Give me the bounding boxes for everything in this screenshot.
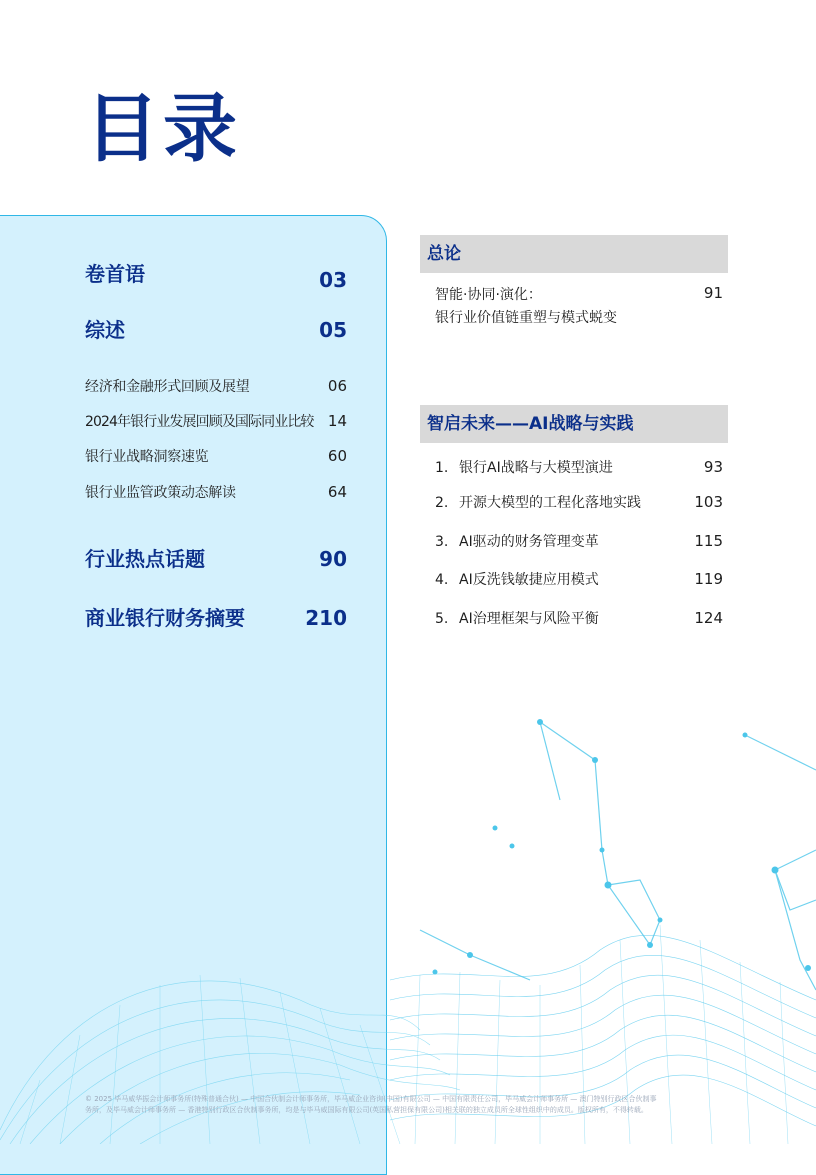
toc-entry[interactable] [85, 376, 347, 396]
toc-entry-preface[interactable] [85, 258, 347, 292]
toc-entry-index: 3. [435, 534, 449, 550]
toc-entry[interactable] [435, 608, 723, 628]
toc-entry-label: 银行AI战略与大模型演进 [459, 460, 613, 476]
toc-entry[interactable] [435, 531, 723, 551]
toc-entry-label: 卷首语 [85, 262, 145, 286]
toc-entry-label: AI治理框架与风险平衡 [459, 611, 599, 627]
toc-entry-page: 90 [319, 547, 347, 571]
toc-entry-hot-topics[interactable] [85, 543, 347, 572]
toc-entry[interactable] [85, 411, 347, 431]
toc-entry-index: 5. [435, 611, 449, 627]
toc-entry-label: 银行业监管政策动态解读 [85, 485, 236, 501]
toc-entry-label: 综述 [85, 318, 125, 342]
toc-entry-index: 4. [435, 572, 449, 588]
toc-entry-index: 2. [435, 495, 449, 511]
toc-entry-label: 经济和金融形式回顾及展望 [85, 379, 250, 395]
toc-entry-label: AI驱动的财务管理变革 [459, 534, 599, 550]
toc-entry[interactable] [85, 482, 347, 502]
toc-entry[interactable] [435, 492, 723, 512]
toc-entry-overview[interactable] [85, 314, 347, 343]
section-header-general: 总论 [420, 235, 728, 273]
toc-entry-financial-summary[interactable] [85, 602, 347, 631]
toc-entry-page: 91 [703, 284, 723, 302]
page-title: 目录 [85, 86, 241, 172]
toc-entry-label: 开源大模型的工程化落地实践 [459, 495, 641, 511]
toc-entry-general[interactable] [435, 284, 617, 330]
copyright-line-1: © 2025 毕马威华振会计师事务所(特殊普通合伙) — 中国合伙制会计师事务所，毕马威企业咨询(中国)有限公司 — 中国有限责任公司，毕马威会计师事务所 — 澳门特别行政区合伙制事 [85, 1095, 657, 1103]
toc-entry-page: 06 [327, 377, 347, 395]
toc-entry-page: 03 [319, 268, 347, 292]
toc-entry-page: 124 [694, 609, 723, 627]
toc-entry-page: 60 [327, 447, 347, 465]
network-mesh-decoration [0, 700, 816, 1144]
toc-entry[interactable] [435, 457, 723, 477]
section-header-ai: 智启未来——AI战略与实践 [420, 405, 728, 443]
toc-entry-label: AI反洗钱敏捷应用模式 [459, 572, 599, 588]
toc-entry[interactable] [85, 446, 347, 466]
toc-entry-label: 行业热点话题 [85, 547, 205, 571]
toc-entry-page: 05 [319, 318, 347, 342]
toc-entry-page: 64 [327, 483, 347, 501]
toc-entry-page: 14 [327, 412, 347, 430]
toc-entry-label: 商业银行财务摘要 [85, 606, 245, 630]
toc-entry-label: 银行业战略洞察速览 [85, 449, 209, 465]
toc-entry-label-line1: 智能·协同·演化： [435, 287, 542, 303]
toc-entry-page: 93 [703, 458, 723, 476]
toc-entry-index: 1. [435, 460, 449, 476]
copyright-footer [85, 1094, 775, 1116]
toc-entry-label-line2: 银行业价值链重塑与模式蜕变 [435, 310, 617, 326]
copyright-line-2: 务所，及毕马威会计师事务所 — 香港特别行政区合伙制事务所，均是与毕马威国际有限公司(英国私营担保有限公司)相关联的独立成员所全球性组织中的成员。版权所有，不得转载。 [85, 1106, 648, 1114]
toc-entry-label: 2024年银行业发展回顾及国际同业比较 [85, 414, 314, 430]
toc-entry[interactable] [435, 569, 723, 589]
toc-entry-page: 119 [694, 570, 723, 588]
toc-entry-page: 103 [694, 493, 723, 511]
toc-entry-page: 115 [694, 532, 723, 550]
toc-entry-page: 210 [305, 606, 347, 630]
